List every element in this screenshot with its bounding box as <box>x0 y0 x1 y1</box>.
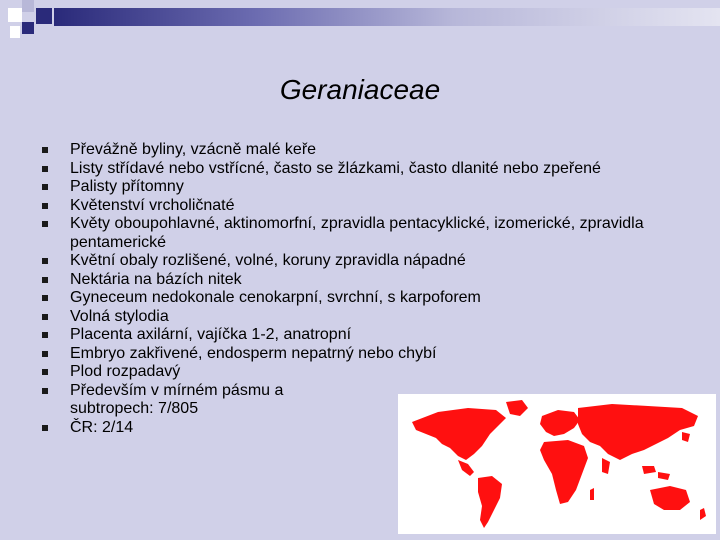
bullet-item: Především v mírném pásmu a subtropech: 7/805 <box>40 382 300 419</box>
bullet-square-icon <box>42 277 48 283</box>
world-map-icon <box>398 394 716 534</box>
bullet-square-icon <box>42 166 48 172</box>
bullet-square-icon <box>42 388 48 394</box>
decor-square <box>36 8 52 24</box>
header-gradient-band <box>54 8 720 26</box>
decor-square <box>22 22 34 34</box>
bullet-item: Květy oboupohlavné, aktinomorfní, zpravidla pentacyklické, izomerické, zpravidla pentamerické <box>40 215 690 252</box>
bullet-item: Embryo zakřivené, endosperm nepatrný nebo chybí <box>40 345 690 364</box>
bullet-item: Gyneceum nedokonale cenokarpní, svrchní, s karpoforem <box>40 289 690 308</box>
bullet-item: Plod rozpadavý <box>40 363 690 382</box>
decor-square <box>22 0 34 12</box>
bullet-list <box>40 141 690 437</box>
bullet-square-icon <box>42 221 48 227</box>
bullet-item: ČR: 2/14 <box>40 419 690 438</box>
bullet-item: Převážně byliny, vzácně malé keře <box>40 141 690 160</box>
bullet-square-icon <box>42 332 48 338</box>
bullet-square-icon <box>42 425 48 431</box>
bullet-item: Listy střídavé nebo vstřícné, často se žlázkami, často dlanité nebo zpeřené <box>40 160 690 179</box>
bullet-square-icon <box>42 258 48 264</box>
bullet-item: Volná stylodia <box>40 308 690 327</box>
bullet-item: Nektária na bázích nitek <box>40 271 690 290</box>
bullet-item: Placenta axilární, vajíčka 1-2, anatropní <box>40 326 690 345</box>
bullet-square-icon <box>42 351 48 357</box>
bullet-square-icon <box>42 295 48 301</box>
bullet-square-icon <box>42 203 48 209</box>
bullet-item: Květenství vrcholičnaté <box>40 197 690 216</box>
slide-title: Geraniaceae <box>279 74 441 105</box>
bullet-item: Palisty přítomny <box>40 178 690 197</box>
bullet-square-icon <box>42 314 48 320</box>
bullet-square-icon <box>42 184 48 190</box>
decor-square <box>8 8 22 22</box>
bullet-square-icon <box>42 147 48 153</box>
bullet-square-icon <box>42 369 48 375</box>
world-distribution-map <box>398 394 716 534</box>
decor-square <box>10 26 20 38</box>
bullet-item: Květní obaly rozlišené, volné, koruny zpravidla nápadné <box>40 252 690 271</box>
